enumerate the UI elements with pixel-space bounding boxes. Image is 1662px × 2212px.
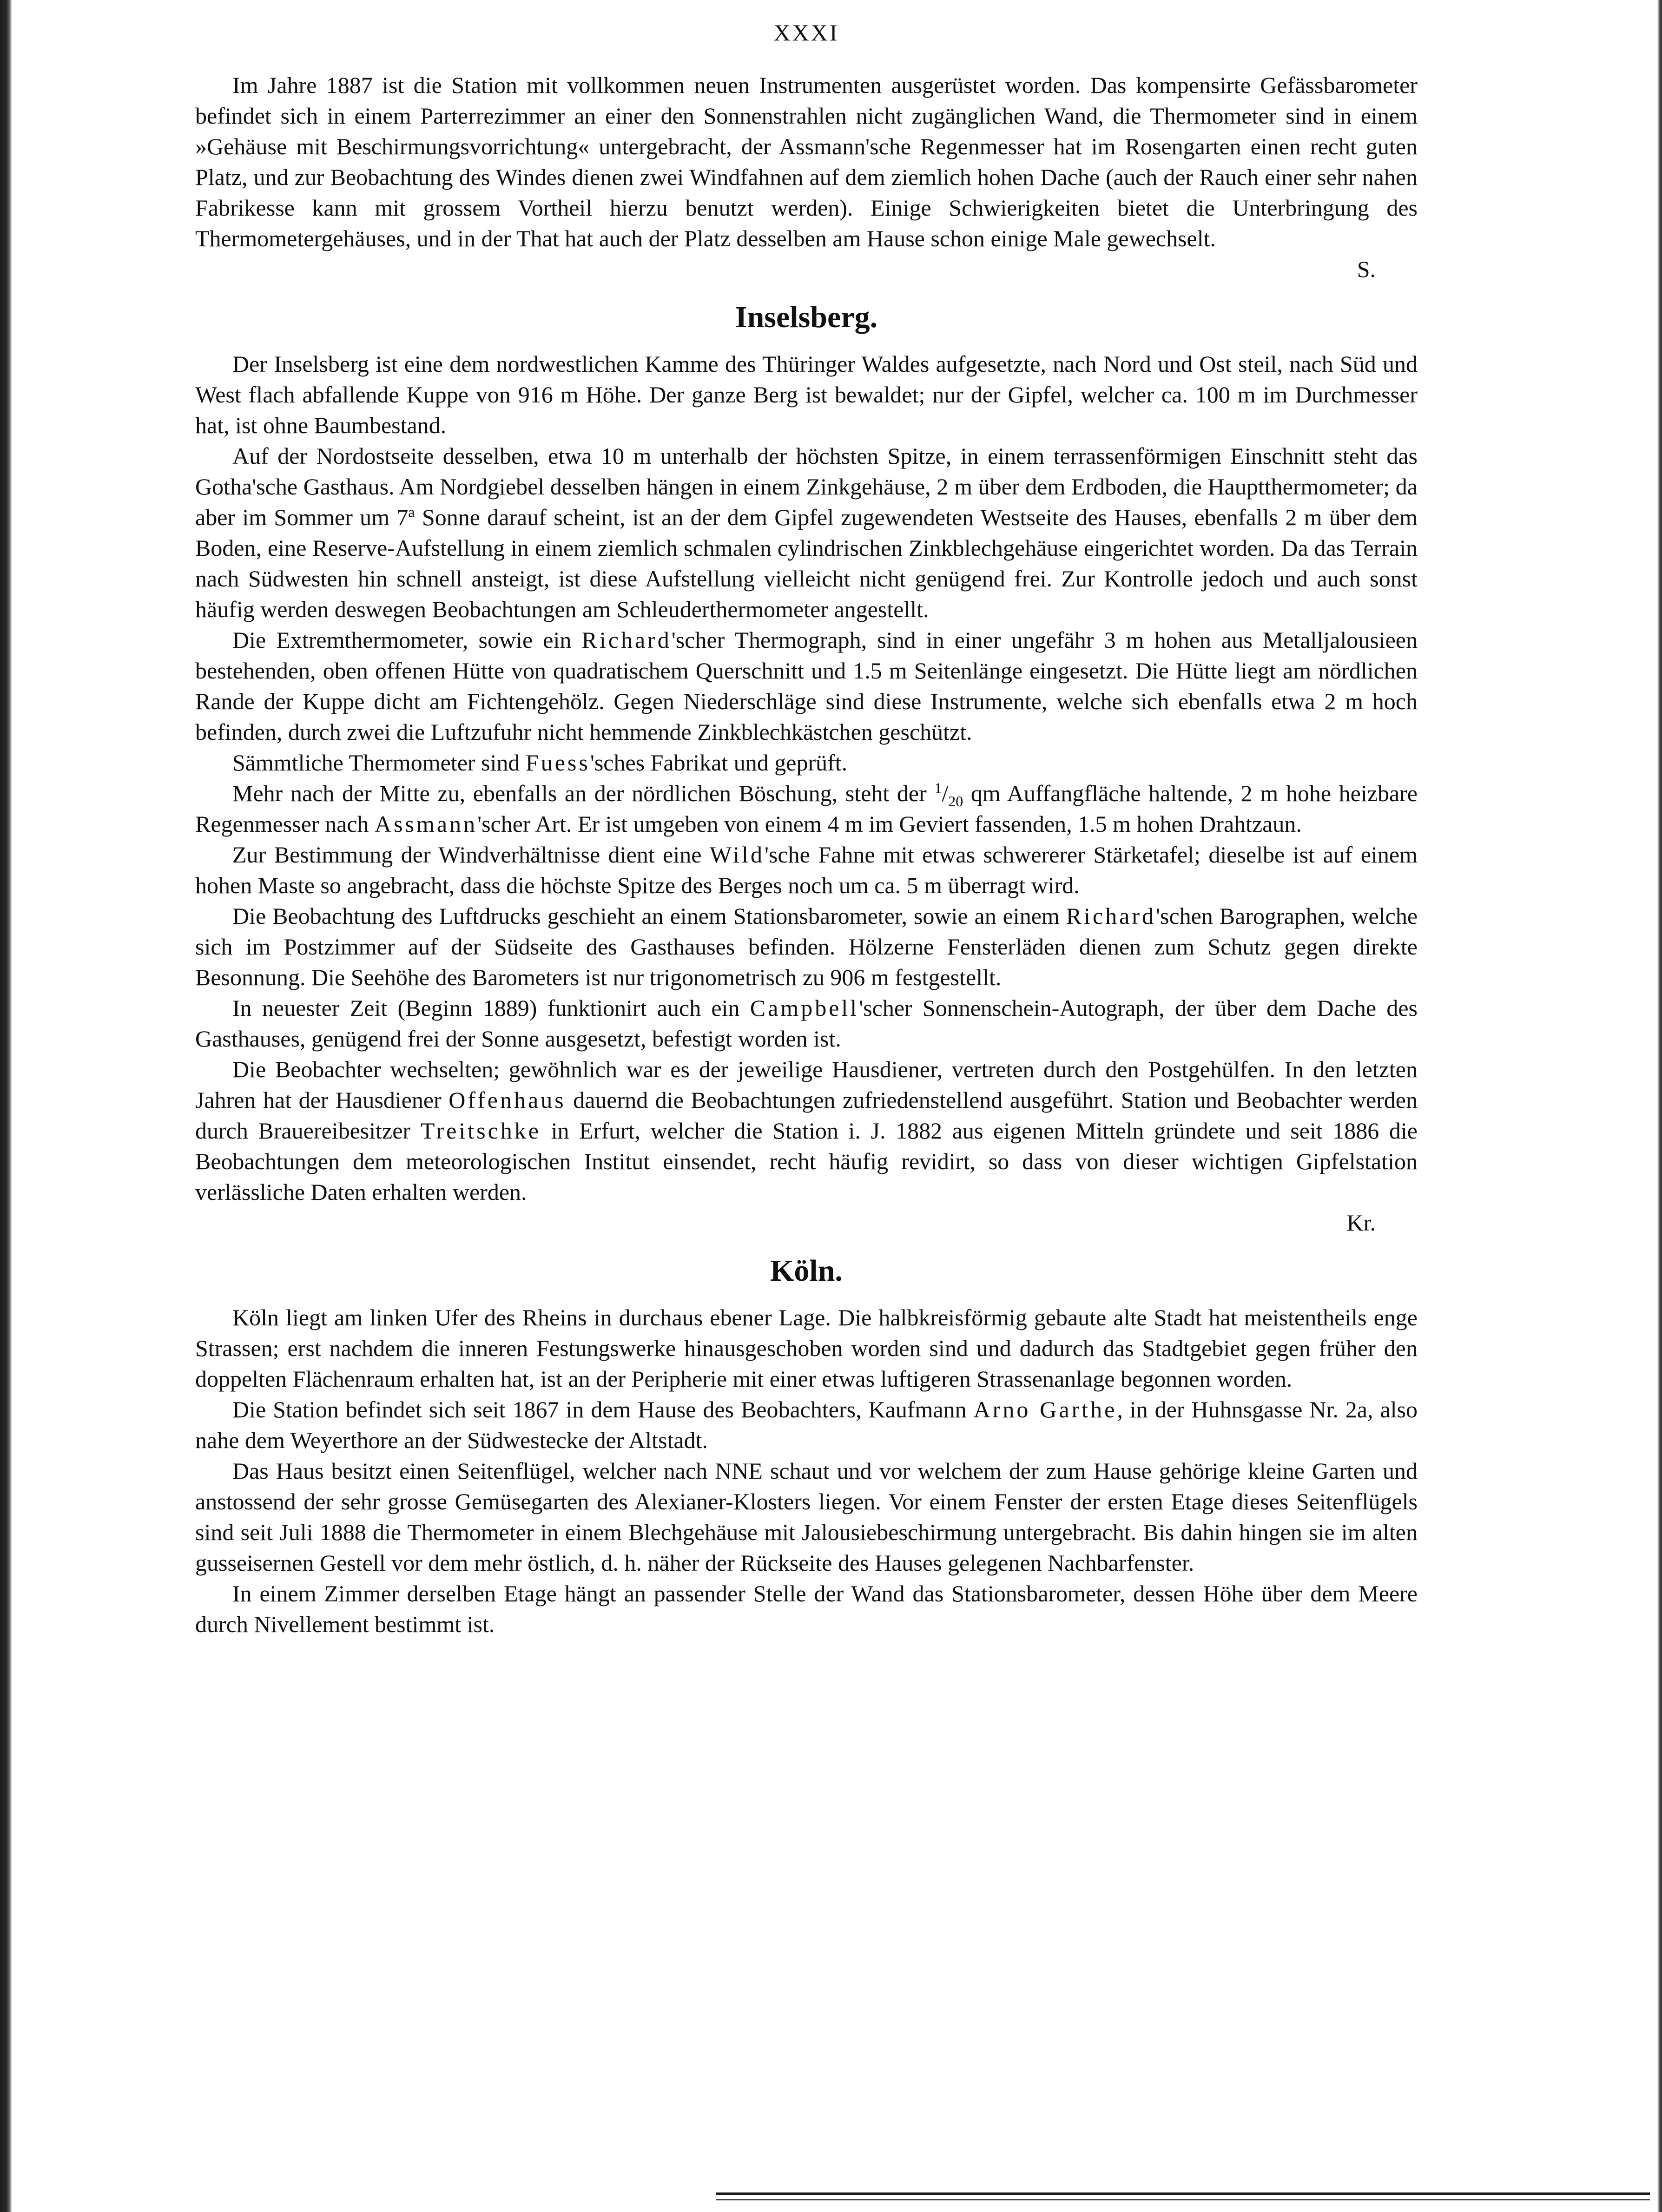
text-run: 'scher Art. Er ist umgeben von einem 4 m im Geviert fassenden, 1.5 m hohen Drahtzaun. [477,811,1302,837]
person-name: Arno Garthe [973,1396,1117,1422]
text-run: Die Beobachter wechselten; gewöhnlich war es der jeweilige Hausdiener, vertreten durch den Postgehülfen. In den letzten Jahren hat der Hausdiener [195,1056,1418,1113]
text-run: Sämmtliche Thermometer sind [232,750,526,776]
text-run: 'sches Fabrikat und geprüft. [590,750,848,776]
text-run: 'sche Fahne mit etwas schwererer Stärketafel; dieselbe ist auf einem hohen Maste so angebracht, dass die höchste Spitze des Berges noch um ca. 5 m überragt wird. [195,842,1418,898]
paragraph [195,747,1418,778]
text-run: Die Extremthermometer, sowie ein [232,627,582,653]
scan-edge-left [0,0,12,2212]
section-heading: Inselsberg. [735,300,878,334]
person-name: Assmann [374,811,478,837]
text-run: in Erfurt, welcher die Station i. J. 1882 aus eigenen Mitteln gründete und seit 1886 die Beobachtungen dem meteorologischen Institut einsendet, recht häufig revidirt, so dass von dieser wichtigen Gipfelstation verlässliche Daten erhalten werden. [195,1118,1418,1205]
superscript: a [408,503,415,520]
section-heading: Köln. [770,1254,843,1288]
text-run: 'scher Thermograph, sind in einer ungefähr 3 m hohen aus Metalljalousieen bestehenden, oben offenen Hütte von quadratischem Querschnitt und 1.5 m Seitenlänge eingesetzt. Die Hütte liegt am nördlichen Rande der Kuppe dicht am Fichtengehölz. Gegen Niederschläge sind diese Instrumente, welche sich ebenfalls etwa 2 m hoch befinden, durch zwei die Luftzufuhr nicht hemmende Zinkblechkästchen geschützt. [195,627,1418,745]
paragraph [195,1054,1418,1207]
text-run: , in der Huhnsgasse Nr. 2a, also nahe dem Weyerthore an der Südwestecke der Altstadt. [195,1396,1418,1453]
text-run: Sonne darauf scheint, ist an der dem Gipfel zugewendeten Westseite des Hauses, ebenfalls 2 m über dem Boden, eine Reserve-Aufstellung in einem ziemlich schmalen cylindrischen Zinkblechgehäuse eingerichtet worden. Da das Terrain nach Südwesten hin schnell ansteigt, ist diese Aufstellung vielleicht nicht genügend frei. Zur Kontrolle jedoch und auch sonst häufig werden deswegen Beobachtungen am Schleuderthermometer angestellt. [195,504,1418,622]
paragraph [195,1394,1418,1455]
text-run: Auf der Nordostseite desselben, etwa 10 m unterhalb der höchsten Spitze, in einem terrassenförmigen Einschnitt steht das Gotha'sche Gasthaus. Am Nordgiebel desselben hängen in einem Zinkgehäuse, 2 m über dem Erdboden, die Hauptthermometer; da aber im Sommer um 7 [195,443,1418,530]
fraction-denominator: 20 [948,793,963,810]
text-run: Die Station befindet sich seit 1867 in dem Hause des Beobachters, Kaufmann [232,1396,974,1422]
author-signature: Kr. [1346,1210,1376,1236]
text-run: dauernd die Beobachtungen zufriedenstellend ausgeführt. Station und Beobachter werden durch Brauereibesitzer [195,1087,1418,1144]
person-name: Offenhaus [448,1087,566,1113]
person-name: Fuess [525,750,590,776]
person-name: Richard [1066,903,1156,929]
paragraph: Das Haus besitzt einen Seitenflügel, welcher nach NNE schaut und vor welchem der zum Hause gehörige kleine Garten und anstossend der sehr grosse Gemüsegarten des Alexianer-Klosters liegen. Vor einem Fenster der ersten Etage dieses Seitenflügels sind seit Juli 1888 die Thermometer in einem Blechgehäuse mit Jalousiebeschirmung untergebracht. Bis dahin hingen sie im alten gusseisernen Gestell vor dem mehr östlich, d. h. näher der Rückseite des Hauses gelegenen Nachbarfenster. [195,1458,1418,1576]
person-name: Campbell [750,995,859,1021]
paragraph [195,441,1418,625]
page-number: XXXI [773,20,839,46]
paragraph: Der Inselsberg ist eine dem nordwestlichen Kamme des Thüringer Waldes aufgesetzte, nach Nord und Ost steil, nach Süd und West flach abfallende Kuppe von 916 m Höhe. Der ganze Berg ist bewaldet; nur der Gipfel, welcher ca. 100 m im Durchmesser hat, ist ohne Baumbestand. [195,351,1418,438]
person-name: Wild [709,842,765,868]
text-run: Die Beobachtung des Luftdrucks geschieht an einem Stationsbarometer, sowie an einem [232,903,1066,929]
bottom-rule-thin [716,2199,1650,2200]
page-content [195,14,1418,1639]
text-run: 'scher Sonnenschein-Autograph, der über dem Dache des Gasthauses, genügend frei der Sonne ausgesetzt, befestigt worden ist. [195,995,1418,1052]
fraction: $^1/_{20}$ [934,779,963,810]
paragraph [195,901,1418,993]
text-run: qm Auffangfläche haltende, 2 m hohe heizbare Regenmesser nach [195,780,1418,837]
paragraph: Im Jahre 1887 ist die Station mit vollkommen neuen Instrumenten ausgerüstet worden. Das kompensirte Gefässbarometer befindet sich in einem Parterrezimmer an einer den Sonnenstrahlen nicht zugänglichen Wand, die Thermometer sind in einem »Gehäuse mit Beschirmungsvorrichtung« untergebracht, der Assmann'sche Regenmesser hat im Rosengarten einen recht guten Platz, und zur Beobachtung des Windes dienen zwei Windfahnen auf dem ziemlich hohen Dache (auch der Rauch einer sehr nahen Fabrikesse kann mit grossem Vortheil hierzu benutzt werden). Einige Schwierigkeiten bietet die Unterbringung des Thermometergehäuses, und in der That hat auch der Platz desselben am Hause schon einige Male gewechselt. [195,72,1418,251]
paragraph [195,625,1418,747]
text-run: 'schen Barographen, welche sich im Postzimmer auf der Südseite des Gasthauses befinden. Hölzerne Fensterläden dienen zum Schutz gegen direkte Besonnung. Die Seehöhe des Barometers ist nur trigonometrisch zu 906 m festgestellt. [195,903,1418,990]
paragraph [195,778,1418,839]
paragraph [195,993,1418,1054]
fraction-numerator: 1 [934,779,942,797]
bottom-rule [716,2192,1650,2195]
text-run: Zur Bestimmung der Windverhältnisse dient eine [232,842,710,868]
author-signature: S. [1357,256,1376,282]
scan-edge-right [1657,0,1662,2212]
section-koeln [195,1250,1418,1639]
paragraph: Köln liegt am linken Ufer des Rheins in durchaus ebener Lage. Die halbkreisförmig gebaute alte Stadt hat meistentheils enge Strassen; erst nachdem die inneren Festungswerke hinausgeschoben worden sind und dadurch das Stadtgebiet gegen früher den doppelten Flächenraum erhalten hat, ist an der Peripherie mit einer etwas luftigeren Strassenanlage begonnen worden. [195,1304,1418,1392]
section-previous-station [195,70,1418,284]
text-run: In neuester Zeit (Beginn 1889) funktionirt auch ein [232,995,750,1021]
section-inselsberg [195,296,1418,1238]
person-name: Treitschke [420,1118,541,1144]
text-run: Mehr nach der Mitte zu, ebenfalls an der nördlichen Böschung, steht der [232,780,935,806]
person-name: Richard [581,627,672,653]
paragraph: In einem Zimmer derselben Etage hängt an passender Stelle der Wand das Stationsbarometer, dessen Höhe über dem Meere durch Nivellement bestimmt ist. [195,1580,1418,1637]
paragraph [195,839,1418,901]
